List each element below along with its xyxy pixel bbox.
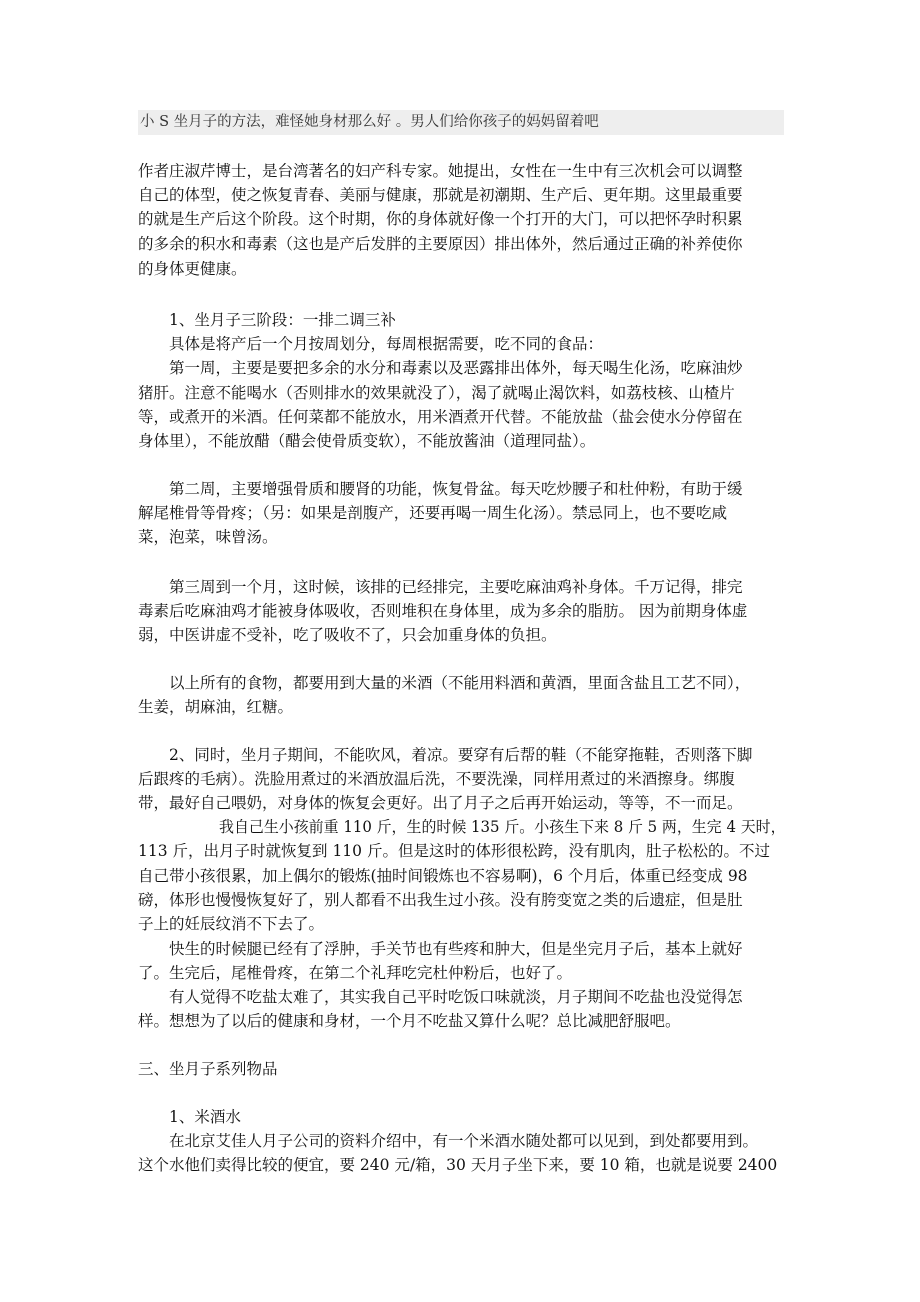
text-line: 快生的时候腿已经有了浮肿，手关节也有些疼和肿大，但是坐完月子后，基本上就好 [169,940,743,958]
text-line: 子上的妊辰纹消不下去了。 [138,915,325,933]
text-line: 身体里），不能放醋（醋会使骨质变软），不能放酱油（道理同盐）。 [138,432,596,450]
text-line: 第三周到一个月，这时候，该排的已经排完，主要吃麻油鸡补身体。千万记得，排完 [169,578,743,596]
text-line: 弱，中医讲虚不受补，吃了吸收不了，只会加重身体的负担。 [138,626,557,644]
text-line: 解尾椎骨等骨疼；（另：如果是剖腹产，还要再喝一周生化汤）。禁忌同上，也不要吃咸 [138,504,728,522]
text-line: 等，或煮开的米酒。任何菜都不能放水，用米酒煮开代替。不能放盐（盐会使水分停留在 [138,408,743,426]
text-line: 的多余的积水和毒素（这也是产后发胖的主要原因）排出体外，然后通过正确的补养使你 [138,235,743,253]
text-line: 具体是将产后一个月按周划分，每周根据需要，吃不同的食品： [169,335,604,353]
text-line: 的就是生产后这个阶段。这个时期，你的身体就好像一个打开的大门，可以把怀孕时积累 [138,210,743,228]
text-line: 这个水他们卖得比较的便宜，要 240 元/箱，30 天月子坐下来，要 10 箱，也就是说要 2400 [138,1156,778,1174]
text-line: 毒素后吃麻油鸡才能被身体吸收，否则堆积在身体里，成为多余的脂肪。 因为前期身体虚 [138,602,748,620]
text-line: 自己的体型，使之恢复青春、美丽与健康，那就是初潮期、生产后、更年期。这里最重要 [138,186,743,204]
text-line: 有人觉得不吃盐太难了，其实我自己平时吃饭口味就淡，月子期间不吃盐也没觉得怎 [169,988,743,1006]
page-title: 小 S 坐月子的方法，难怪她身材那么好 。男人们给你孩子的妈妈留着吧 [140,114,599,130]
text-line: 在北京艾佳人月子公司的资料介绍中，有一个米酒水随处都可以见到，到处都要用到。 [169,1132,759,1150]
text-line: 了。生完后，尾椎骨疼，在第二个礼拜吃完杜仲粉后，也好了。 [138,964,573,982]
text-line: 带，最好自己喂奶，对身体的恢复会更好。出了月子之后再开始运动，等等，不一而足。 [138,794,743,812]
text-line: 的身体更健康。 [138,260,247,278]
text-line: 菜，泡菜，味曾汤。 [138,528,278,546]
text-line: 113 斤，出月子时就恢复到 110 斤。但是这时的体形很松跨，没有肌肉，肚子松松的。不过 [138,842,770,860]
text-line: 作者庄淑芹博士，是台湾著名的妇产科专家。她提出，女性在一生中有三次机会可以调整 [138,162,743,180]
section-heading: 1、米酒水 [169,1108,241,1126]
text-line: 自己带小孩很累，加上偶尔的锻炼(抽时间锻炼也不容易啊)，6 个月后，体重已经变成 98 [138,867,748,885]
text-line: 生姜，胡麻油，红糖。 [138,698,294,716]
section-heading: 2、同时，坐月子期间，不能吹风，着凉。要穿有后帮的鞋（不能穿拖鞋，否则落下脚 [169,746,753,764]
text-line: 我自己生小孩前重 110 斤，生的时候 135 斤。小孩生下来 8 斤 5 两，生完 4 天时， [219,818,786,836]
section-heading: 1、坐月子三阶段：一排二调三补 [169,311,396,329]
text-line: 猪肝。注意不能喝水（否则排水的效果就没了），渴了就喝止渴饮料，如荔枝核、山楂片 [138,384,735,402]
section-heading: 三、坐月子系列物品 [138,1060,278,1078]
text-line: 第一周，主要是要把多余的水分和毒素以及恶露排出体外，每天喝生化汤，吃麻油炒 [169,359,743,377]
text-line: 以上所有的食物，都要用到大量的米酒（不能用料酒和黄酒，里面含盐且工艺不同）， [169,674,751,692]
text-line: 样。想想为了以后的健康和身材，一个月不吃盐又算什么呢？总比减肥舒服吧。 [138,1012,681,1030]
text-line: 第二周，主要增强骨质和腰肾的功能，恢复骨盆。每天吃炒腰子和杜仲粉，有助于缓 [169,480,743,498]
text-line: 磅，体形也慢慢恢复好了，别人都看不出我生过小孩。没有胯变宽之类的后遗症，但是肚 [138,891,743,909]
text-line: 后跟疼的毛病）。洗脸用煮过的米酒放温后洗，不要洗澡，同样用煮过的米酒擦身。绑腹 [138,770,735,788]
